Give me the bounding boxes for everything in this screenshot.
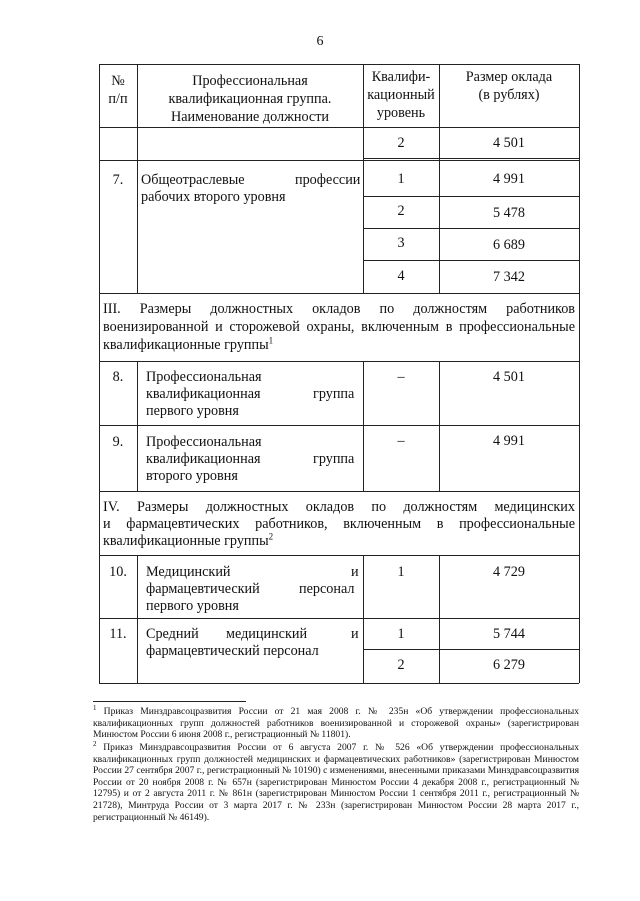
group-name: квалификационная [146,386,261,402]
footnote-1: $^1$ Приказ Минздравсоцразвития России от 21 мая 2008 г. № 235н «Об утверждении профессиональных квалификационных групп должностей работников военизированной и сторожевой охраны» (зарегистрирован Минюстом России 6 июня 2008 г., регистрационный № 11801). [93,703,579,741]
group-name: Средний [146,626,199,642]
group-name: группа [313,386,355,402]
level-cell: – [397,433,405,449]
group-name: второго уровня [146,468,238,484]
row-number: 9. [112,434,124,450]
group-name: группа [313,451,355,467]
header-group: Профессиональная квалификационная группа. Наименование должности [168,73,332,125]
level-cell: 1 [397,171,405,187]
salary-cell: 5 478 [493,205,525,221]
level-cell: 2 [397,135,405,151]
group-name: медицинский [226,626,308,642]
group-name: Общеотраслевые [141,172,245,188]
level-cell: 3 [397,235,405,251]
group-name: квалификационная [146,451,261,467]
salary-cell: 4 501 [493,135,525,151]
group-name: фармацевтический персонал [146,643,319,659]
header-level: Квалифи- кационный уровень [367,69,435,121]
level-cell: 1 [397,564,405,580]
group-name: и [351,626,359,642]
level-cell: – [397,369,405,385]
salary-cell: 5 744 [493,626,525,642]
level-cell: 2 [397,657,405,673]
row-number: 7. [112,172,124,188]
group-name: Профессиональная [146,369,262,385]
salary-cell: 4 991 [493,433,525,449]
row-number: 10. [109,564,127,580]
header-salary: Размер оклада (в рублях) [465,69,553,103]
group-name: первого уровня [146,598,239,614]
group-name: фармацевтический [146,581,260,597]
level-cell: 4 [397,268,405,284]
group-name: и [351,564,359,580]
group-name: первого уровня [146,403,239,419]
group-name: Медицинский [146,564,231,580]
row-number: 8. [112,369,124,385]
footnote-separator [93,701,246,702]
group-name: профессии [295,172,361,188]
header-num: № п/п [108,73,128,107]
footnote-ref: 1 [268,335,274,346]
level-cell: 2 [397,203,405,219]
footnote-2: $^2$ Приказ Минздравсоцразвития России от 6 августа 2007 г. № 526 «Об утверждении профессиональных квалификационных групп должностей медицинских и фармацевтических работников» (зарегистрирован Минюстом России 27 сентября 2007 г., регистрационный № 10190) с изменениями, внесенными приказами Минздравсоцразвития России от 20 ноября 2008 г. № 657н (зарегистрирован Минюстом России 4 декабря 2008 г., регистрационный № 12795) и от 2 августа 2011 г. № 861н (зарегистрирован Минюстом России 1 сентября 2011 г., регистрационный № 21728), Минтруда России от 3 марта 2017 г. № 233н (зарегистрирован Минюстом России 28 марта 2017 г., регистрационный № 46149). [93,739,579,823]
group-name: рабочих второго уровня [141,189,286,205]
group-name: персонал [299,581,355,597]
group-name: Профессиональная [146,434,262,450]
salary-cell: 4 991 [493,171,525,187]
level-cell: 1 [397,626,405,642]
salary-cell: 6 689 [493,237,525,253]
salary-cell: 4 501 [493,369,525,385]
salary-cell: 4 729 [493,564,525,580]
salary-cell: 6 279 [493,657,525,673]
row-number: 11. [109,626,127,642]
salary-cell: 7 342 [493,269,525,285]
page-number: 6 [316,34,324,49]
footnote-ref: 2 [268,531,274,542]
